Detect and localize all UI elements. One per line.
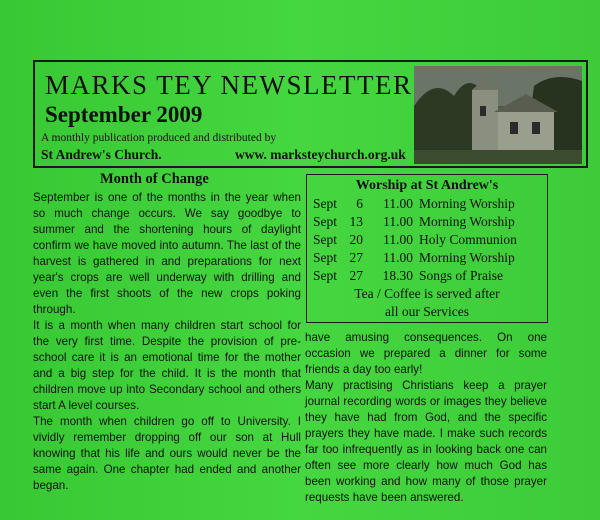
service-day: 6 <box>356 196 363 211</box>
service-time: 11.00 <box>383 250 413 265</box>
masthead <box>33 60 588 168</box>
church-website: www. marksteychurch.org.uk <box>235 147 406 162</box>
publication-description: A monthly publication produced and distributed by <box>41 132 277 144</box>
service-row <box>307 231 547 249</box>
newsletter-title: MARKS TEY NEWSLETTER <box>45 70 413 100</box>
service-month: Sept <box>313 232 338 247</box>
service-time: 18.30 <box>382 268 413 283</box>
article-left-column <box>33 190 301 494</box>
article-paragraph: Many practising Christians keep a prayer journal recording words or images they believe they have had from God, and the specific prayers they have made. I make such records far too infrequently as in looking back one can often see more clearly how much God has been working and how many of those prayer requests have been answered. <box>305 379 547 504</box>
article-heading: Month of Change <box>100 171 209 187</box>
worship-schedule-box <box>306 174 548 323</box>
service-name: Morning Worship <box>419 250 515 265</box>
service-name: Morning Worship <box>419 214 515 229</box>
service-name: Morning Worship <box>419 196 515 211</box>
article-paragraph: It is a month when many children start school for the very first time. Despite the provision of pre-school care it is an emotional time for the mother and a big step for the child. It is the month that children move up into Secondary school and others start A level courses. <box>33 319 301 412</box>
service-name: Songs of Praise <box>419 268 503 283</box>
service-day: 20 <box>349 232 363 247</box>
service-month: Sept <box>313 196 338 211</box>
church-photo <box>414 66 582 164</box>
refreshments-note: Tea / Coffee is served after <box>354 286 500 301</box>
service-time: 11.00 <box>383 214 413 229</box>
service-month: Sept <box>313 214 338 229</box>
article-right-column <box>305 330 547 506</box>
service-row <box>307 195 547 213</box>
church-name: St Andrew's Church. <box>41 147 162 162</box>
article-paragraph: September is one of the months in the year when so much change occurs. We say goodbye to summer and the shortening hours of daylight confirm we have moved into autumn. The last of the harvest is gathered in and preparations for next year's crops are well underway with drilling and even the first shoots of the new crops poking through. <box>33 191 301 316</box>
service-row <box>307 267 547 285</box>
article-paragraph: The month when children go off to University. I vividly remember dropping off our son at Hull knowing that his life and ours would never be the same again. One chapter had ended and another began. <box>33 415 301 492</box>
worship-title: Worship at St Andrew's <box>355 178 499 193</box>
service-name: Holy Communion <box>419 232 517 247</box>
service-day: 27 <box>349 268 363 283</box>
service-day: 27 <box>349 250 363 265</box>
service-time: 11.00 <box>383 196 413 211</box>
service-time: 11.00 <box>383 232 413 247</box>
refreshments-note: all our Services <box>385 304 469 319</box>
service-row <box>307 213 547 231</box>
service-row <box>307 249 547 267</box>
issue-date: September 2009 <box>45 102 203 127</box>
service-month: Sept <box>313 250 338 265</box>
service-month: Sept <box>313 268 338 283</box>
service-day: 13 <box>349 214 363 229</box>
article-paragraph: have amusing consequences. On one occasion we prepared a dinner for some friends a day too early! <box>305 331 547 376</box>
